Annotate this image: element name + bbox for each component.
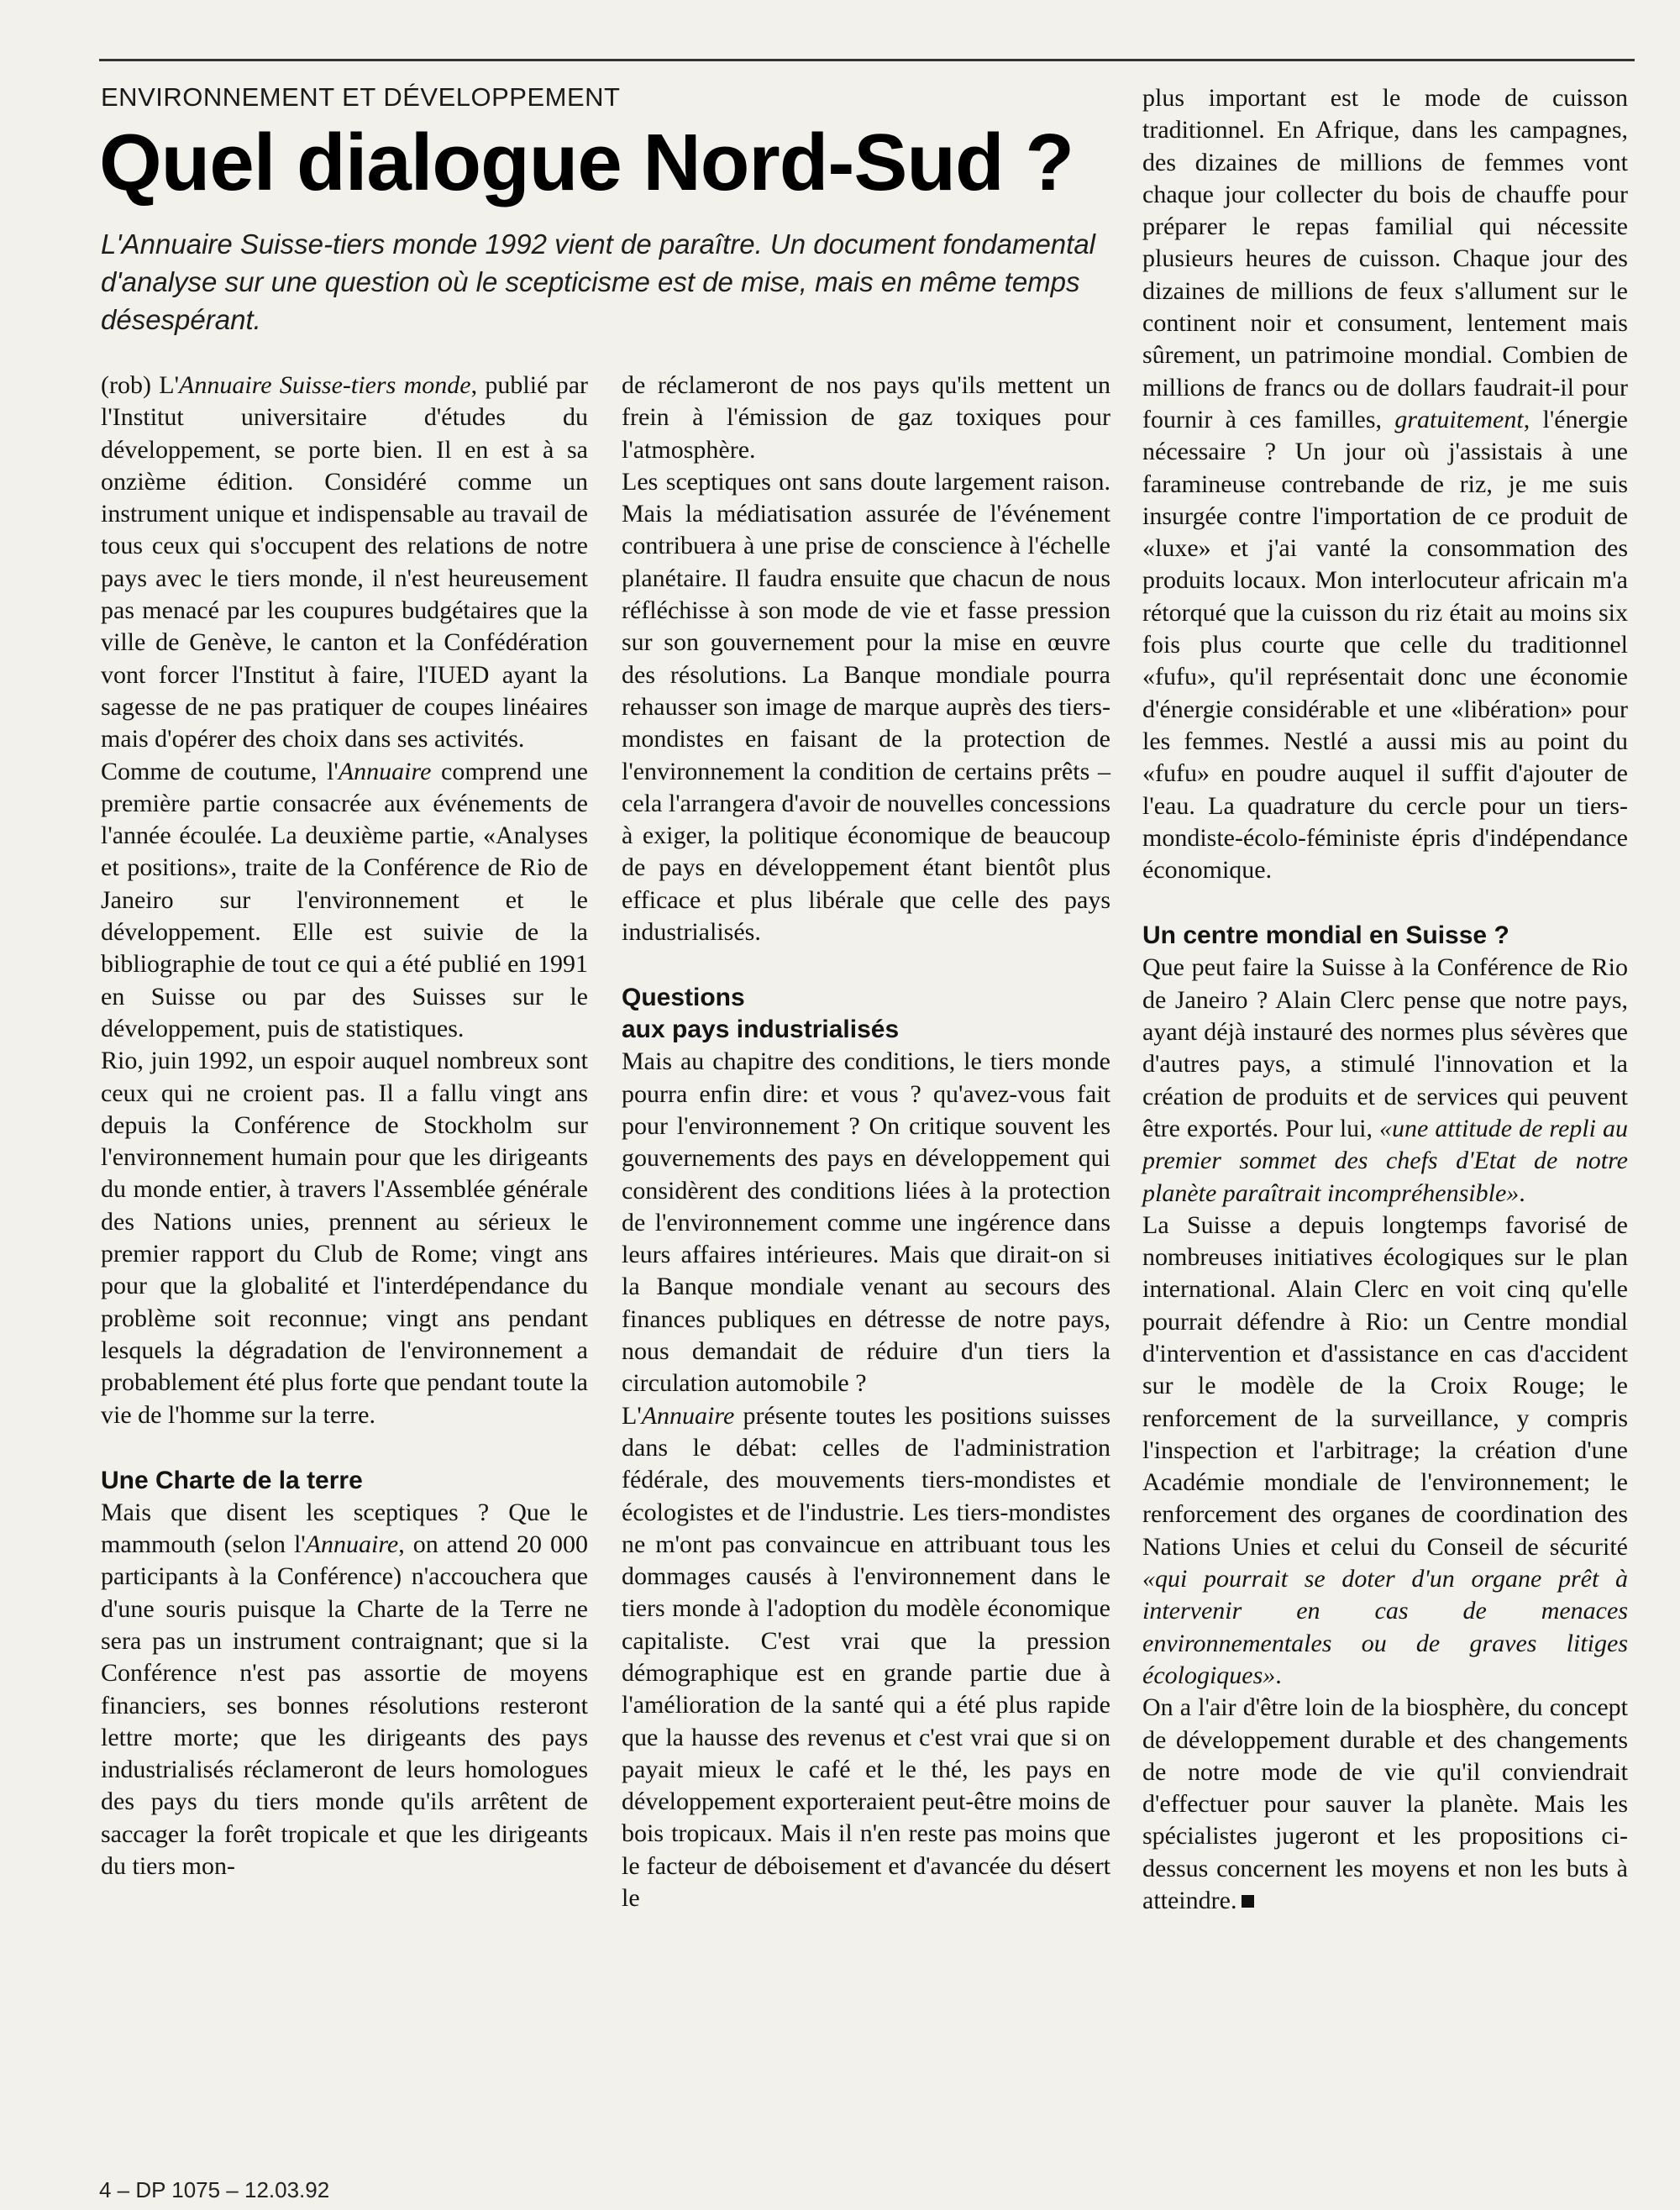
text-run: , publié par l'Institut universitaire d'études du développement, se porte bien. Il en est à sa onzième édition. Considéré comme un instrument unique et indispensable au travail de tous ceux qui s'occupent des relations de notre pays avec le tiers monde, il n'est heureusement pas menacé par les coupures budgétaires que la ville de Genève, le canton et la Confédération vont forcer l'Institut à faire, l'IUED ayant la sagesse de ne pas pratiquer de coupes linéaires mais d'opérer des choix dans ses activités.: [101, 371, 589, 753]
subheading-line: aux pays industrialisés: [622, 1016, 900, 1044]
italic-quote: «qui pourrait se doter d'un organe prêt à intervenir en cas de menaces environnementales ou de graves litiges écologiques»: [1142, 1565, 1628, 1689]
text-column-1: [101, 370, 588, 2167]
italic-emphasis: gratuitement: [1394, 405, 1524, 433]
subheading: Un centre mondial en Suisse ?: [1142, 921, 1509, 950]
top-rule: [99, 59, 1635, 61]
text-run: La Suisse a depuis longtemps favorisé de nombreuses initiatives écologiques sur le plan international. Alain Clerc en voit cinq qu'elle pourrait défendre à Rio: un Centre mondial d'intervention et d'assistance en cas d'accident sur le modèle de la Croix Rouge; le renforcement de la surveillance, y compris l'inspection et l'arbitrage; la création d'une Académie mondiale de l'environnement; le renforcement des organes de coordination des Nations Unies et celui du Conseil de sécurité: [1142, 1210, 1628, 1561]
text-run: .: [1519, 1178, 1525, 1207]
page-footer: 4 – DP 1075 – 12.03.92: [99, 2177, 330, 2202]
text-run: L': [622, 1401, 642, 1430]
text-run: Que peut faire la Suisse à la Conférence de Rio de Janeiro ? Alain Clerc pense que notre pays, ayant déjà instauré des normes plus sévères que d'autres pays, a stimulé l'innovation et la création de produits et de services qui peuvent être exportés. Pour lui,: [1142, 953, 1628, 1142]
italic-quote: «une attitude de repli au premier sommet des chefs d'Etat de notre planète paraîtrait incompréhensible»: [1142, 1114, 1628, 1207]
text-run: .: [1275, 1661, 1282, 1689]
article-lead: L'Annuaire Suisse-tiers monde 1992 vient de paraître. Un document fondamental d'analyse sur une question où le scepticisme est de mise, mais en même temps désespérant.: [101, 228, 1096, 335]
paragraph: [1142, 82, 1628, 886]
italic-title: Annuaire: [338, 757, 432, 785]
italic-title: Annuaire: [641, 1401, 735, 1430]
subheading-line: Questions: [622, 984, 745, 1012]
paragraph: [101, 756, 588, 1046]
text-run: plus important est le mode de cuisson traditionnel. En Afrique, dans les campagnes, des dizaines de millions de femmes vont chaque jour collecter du bois de chauffe pour préparer le repas familial qui nécessite plusieurs heures de cuisson. Chaque jour des dizaines de millions de feux s'allument sur le continent noir et consument, lentement mais sûrement, un patrimoine mondial. Combien de millions de francs ou de dollars faudrait-il pour fournir à ces familles,: [1142, 84, 1628, 433]
section-kicker: ENVIRONNEMENT ET DÉVELOPPEMENT: [101, 82, 621, 112]
italic-title: Annuaire Suisse-tiers monde: [179, 371, 471, 399]
text-column-3: [1142, 82, 1628, 2174]
text-run: (rob) L': [101, 371, 180, 399]
paragraph: Les sceptiques ont sans doute largement raison. Mais la médiatisation assurée de l'événement contribuera à une prise de conscience à l'échelle planétaire. Il faudra ensuite que chacun de nous réfléchisse à son mode de vie et fasse pression sur son gouvernement pour la mise en œuvre des résolutions. La Banque mondiale pourra rehausser son image de marque auprès des tiers-mondistes en faisant de la protection de l'environnement la condition de certains prêts – cela l'arrangera d'avoir de nouvelles concessions à exiger, la politique économique de beaucoup de pays en développement étant bientôt plus efficace et plus libérale que celle des pays industrialisés.: [622, 467, 1110, 947]
paragraph: [1142, 952, 1628, 1209]
text-run: présente toutes les positions suisses dans le débat: celles de l'administration fédérale, des mouvements tiers-mondistes et écologistes et de l'industrie. Les tiers-mondistes ne m'ont pas convaincue en attribuant tous les dommages causés à l'environnement dans le tiers monde à l'adoption du modèle économique capitaliste. C'est vrai que la pression démographique est en grande partie due à l'amélioration de la santé qui a été plus rapide que la hausse des revenus et c'est vrai que si on payait mieux le café et le thé, les pays en développement exporteraient peut-être moins de bois tropicaux. Mais il n'en reste pas moins que le facteur de déboisement et d'avancée du désert le: [622, 1401, 1110, 1913]
paragraph: [1142, 1692, 1628, 1917]
article-title: Quel dialogue Nord-Sud ?: [99, 118, 1074, 207]
text-run: Comme de coutume, l': [101, 757, 339, 785]
italic-title: Annuaire: [305, 1530, 399, 1559]
paragraph: Mais au chapitre des conditions, le tiers monde pourra enfin dire: et vous ? qu'avez-vous fait pour l'environnement ? On critique souvent les gouvernements des pays en développement qui considèrent des conditions liées à la protection de l'environnement comme une ingérence dans leurs affaires intérieures. Mais que dirait-on si la Banque mondiale venant au secours des finances publiques en détresse de notre pays, nous demandait de réduire d'un tiers la circulation automobile ?: [622, 1047, 1110, 1398]
text-run: , on attend 20 000 participants à la Conférence) n'accouchera que d'une souris puisque la Charte de la Terre ne sera pas un instrument contraignant; que si la Conférence n'est pas assortie de moyens financiers, ses bonnes résolutions resteront lettre morte; que les dirigeants des pays industrialisés réclameront de leurs homologues des pays du tiers monde qu'ils arrêtent de saccager la forêt tropicale et que les dirigeants du tiers mon-: [101, 1530, 588, 1881]
text-column-2: [622, 370, 1110, 2167]
paragraph: [622, 1400, 1110, 1915]
paragraph: de réclameront de nos pays qu'ils mettent un frein à l'émission de gaz toxiques pour l'atmosphère.: [622, 371, 1110, 464]
paragraph: Rio, juin 1992, un espoir auquel nombreux sont ceux qui ne croient pas. Il a fallu vingt ans depuis la Conférence de Stockholm sur l'environnement humain pour que les dirigeants du monde entier, à travers l'Assemblée générale des Nations unies, prennent au sérieux le premier rapport du Club de Rome; vingt ans pour que la globalité et l'interdépendance du problème soit reconnue; vingt ans pendant lesquels la dégradation de l'environnement a probablement été plus forte que pendant toute la vie de l'homme sur la terre.: [101, 1047, 588, 1429]
end-of-article-square-icon: [1242, 1895, 1254, 1908]
subheading: Une Charte de la terre: [101, 1466, 363, 1494]
text-run: comprend une première partie consacrée aux événements de l'année écoulée. La deuxième partie, «Analyses et positions», traite de la Conférence de Rio de Janeiro sur l'environnement et le développement. Elle est suivie de la bibliographie de tout ce qui a été publié en 1991 en Suisse ou par des Suisses sur le développement, puis de statistiques.: [101, 757, 588, 1042]
paragraph: [1142, 1210, 1628, 1692]
text-run: Mais que disent les sceptiques ? Que le mammouth (selon l': [101, 1498, 588, 1559]
text-run: On a l'air d'être loin de la biosphère, du concept de développement durable et des changements de notre mode de vie qu'il conviendrait d'effectuer pour sauver la planète. Mais les spécialistes jugeront et les propositions ci-dessus concernent les moyens et non les buts à atteindre.: [1142, 1693, 1628, 1915]
text-run: , l'énergie nécessaire ? Un jour où j'assistais à une faramineuse contrebande de riz, je me suis insurgée contre l'importation de ce produit de «luxe» et j'ai vanté la consommation des produits locaux. Mon interlocuteur africain m'a rétorqué que la cuisson du riz était au moins six fois plus courte que celle du traditionnel «fufu», qu'il représentait donc une économie d'énergie considérable et une «libération» pour les femmes. Nestlé a aussi mis au point du «fufu» en poudre auquel il suffit d'ajouter de l'eau. La quadrature du cercle pour un tiers-mondiste-écolo-féministe épris d'indépendance économique.: [1142, 405, 1628, 885]
subheading: [622, 982, 1110, 1046]
paragraph: [101, 1497, 588, 1883]
paragraph: [101, 370, 588, 756]
